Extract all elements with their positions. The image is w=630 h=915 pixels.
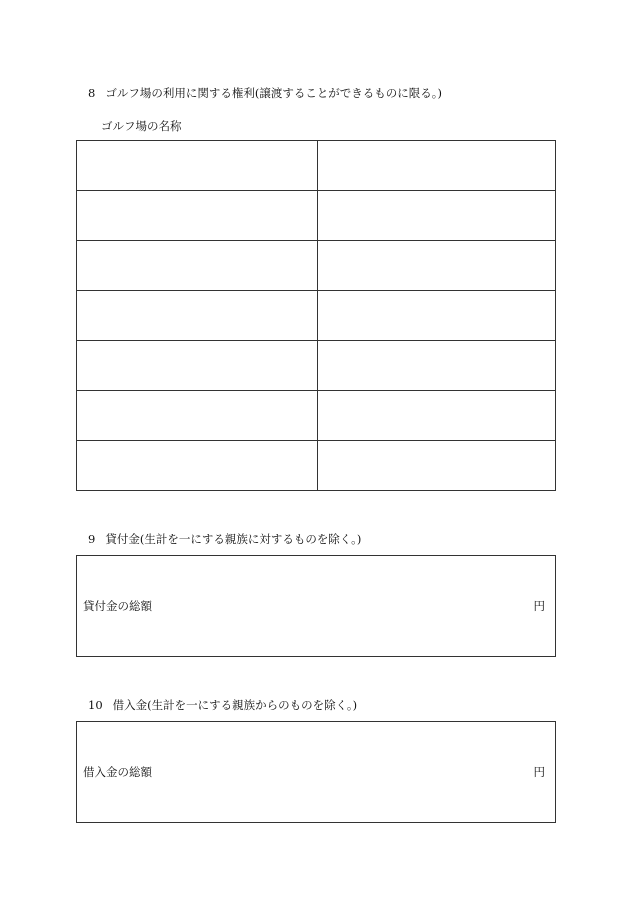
section-9-heading xyxy=(88,532,361,546)
section-9-title: 貸付金(生計を一にする親族に対するものを除く。) xyxy=(105,532,362,546)
table-row xyxy=(77,441,556,491)
section-10-heading xyxy=(88,698,357,712)
section-8-title: ゴルフ場の利用に関する権利(譲渡することができるものに限る。) xyxy=(105,86,443,100)
table-row xyxy=(77,191,556,241)
section-10-title: 借入金(生計を一にする親族からのものを除く。) xyxy=(112,698,358,712)
golf-course-name-label: ゴルフ場の名称 xyxy=(101,119,182,133)
table-row xyxy=(77,241,556,291)
golf-name-cell xyxy=(77,191,318,241)
borrowing-total-label: 借入金の総額 xyxy=(83,765,152,779)
borrowing-unit: 円 xyxy=(533,765,545,779)
golf-detail-cell xyxy=(318,291,556,341)
section-10-number: 10 xyxy=(88,698,103,712)
borrowing-box xyxy=(76,721,556,823)
golf-detail-cell xyxy=(318,141,556,191)
section-8-heading xyxy=(88,86,442,100)
loan-receivable-box xyxy=(76,555,556,657)
golf-course-table xyxy=(76,140,556,491)
golf-name-cell xyxy=(77,241,318,291)
golf-detail-cell xyxy=(318,441,556,491)
loan-receivable-unit: 円 xyxy=(533,599,545,613)
table-row xyxy=(77,391,556,441)
section-8-number: 8 xyxy=(88,86,96,100)
section-9-number: 9 xyxy=(88,532,96,546)
table-row xyxy=(77,141,556,191)
golf-name-cell xyxy=(77,341,318,391)
golf-name-cell xyxy=(77,441,318,491)
golf-name-cell xyxy=(77,391,318,441)
golf-detail-cell xyxy=(318,391,556,441)
golf-name-cell xyxy=(77,141,318,191)
golf-name-cell xyxy=(77,291,318,341)
golf-detail-cell xyxy=(318,191,556,241)
loan-receivable-total-label: 貸付金の総額 xyxy=(83,599,152,613)
table-row xyxy=(77,341,556,391)
golf-detail-cell xyxy=(318,341,556,391)
golf-detail-cell xyxy=(318,241,556,291)
table-row xyxy=(77,291,556,341)
